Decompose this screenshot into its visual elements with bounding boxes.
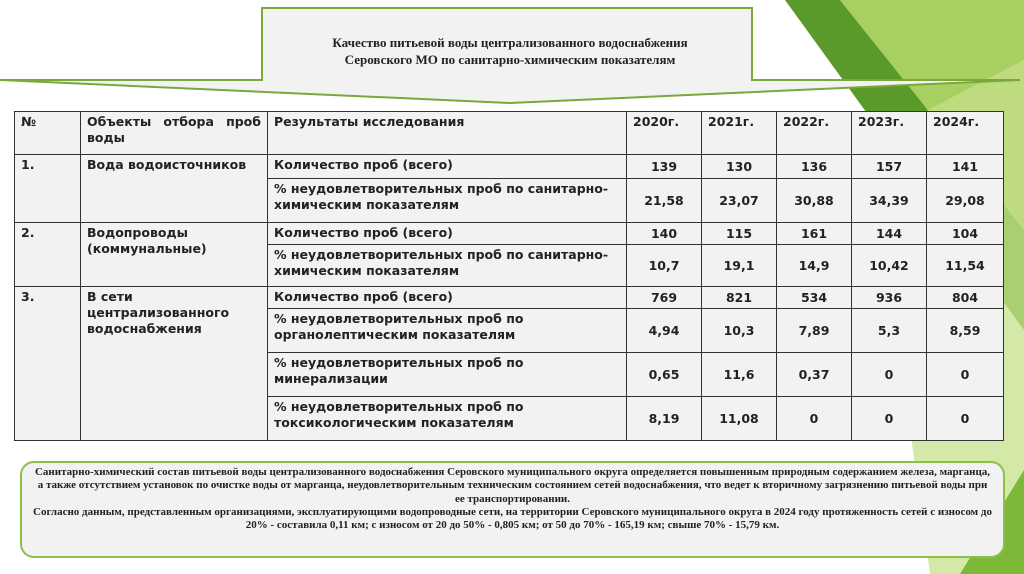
cell-value: 29,08 [927,179,1004,223]
cell-value: 11,54 [927,245,1004,287]
cell-value: 23,07 [702,179,777,223]
page-title-line-2: Серовского МО по санитарно-химическим показателям [344,52,676,67]
cell-value: 4,94 [627,309,702,353]
group-number: 3. [15,287,81,441]
table-row [15,155,1004,179]
cell-value: 0 [777,397,852,441]
cell-value: 19,1 [702,245,777,287]
cell-value: 140 [627,223,702,245]
cell-value: 136 [777,155,852,179]
cell-value: 144 [852,223,927,245]
cell-value: 139 [627,155,702,179]
table-row [15,287,1004,309]
row-label: Количество проб (всего) [268,155,627,179]
table-header-row [15,112,1004,155]
cell-value: 161 [777,223,852,245]
cell-value: 936 [852,287,927,309]
water-quality-table [14,111,1004,441]
cell-value: 821 [702,287,777,309]
cell-value: 104 [927,223,1004,245]
page-title-line-1: Качество питьевой воды централизованного водоснабжения [332,35,688,50]
cell-value: 130 [702,155,777,179]
cell-value: 10,3 [702,309,777,353]
cell-value: 7,89 [777,309,852,353]
group-number: 1. [15,155,81,223]
header-year: 2023г. [852,112,927,155]
cell-value: 14,9 [777,245,852,287]
page-title [260,34,760,68]
cell-value: 30,88 [777,179,852,223]
summary-text-box [20,461,1005,558]
cell-value: 534 [777,287,852,309]
header-year: 2022г. [777,112,852,155]
cell-value: 11,08 [702,397,777,441]
cell-value: 0 [852,397,927,441]
row-label: % неудовлетворительных проб по санитарно-химическим показателям [268,179,627,223]
header-year: 2024г. [927,112,1004,155]
group-object: В сети централизованного водоснабжения [81,287,268,441]
row-label: Количество проб (всего) [268,223,627,245]
cell-value: 10,7 [627,245,702,287]
row-label: % неудовлетворительных проб по санитарно-химическим показателям [268,245,627,287]
cell-value: 769 [627,287,702,309]
summary-paragraph-1: Санитарно-химический состав питьевой воды централизованного водоснабжения Серовского муниципального округа определяется повышенным природным содержанием железа, марганца, а также отсутствием установок по очистке воды от марганца, неудовлетворительным техническим состоянием сетей водоснабжения, что ведет к вторичному загрязнению питьевой воды при ее транспортировании. [34,466,991,505]
cell-value: 0 [852,353,927,397]
cell-value: 0 [927,397,1004,441]
group-object: Водопроводы (коммунальные) [81,223,268,287]
cell-value: 34,39 [852,179,927,223]
cell-value: 21,58 [627,179,702,223]
header-year: 2020г. [627,112,702,155]
cell-value: 0 [927,353,1004,397]
cell-value: 141 [927,155,1004,179]
cell-value: 157 [852,155,927,179]
cell-value: 0,37 [777,353,852,397]
row-label: % неудовлетворительных проб по органолептическим показателям [268,309,627,353]
table-row [15,223,1004,245]
row-label: % неудовлетворительных проб по токсикологическим показателям [268,397,627,441]
cell-value: 0,65 [627,353,702,397]
cell-value: 11,6 [702,353,777,397]
summary-paragraph-2: Согласно данным, представленным организациями, эксплуатирующими водопроводные сети, на территории Серовского муниципального округа в 2024 году протяженность сетей с износом до 20% - составила 0,11 км; с износом от 20 до 50% - 0,805 км; от 50 до 70% - 165,19 км; свыше 70% - 15,79 км. [33,505,992,532]
cell-value: 8,59 [927,309,1004,353]
header-number: № [15,112,81,155]
cell-value: 115 [702,223,777,245]
header-object: Объекты отбора проб воды [81,112,268,155]
header-year: 2021г. [702,112,777,155]
cell-value: 804 [927,287,1004,309]
header-result: Результаты исследования [268,112,627,155]
cell-value: 5,3 [852,309,927,353]
group-number: 2. [15,223,81,287]
cell-value: 8,19 [627,397,702,441]
cell-value: 10,42 [852,245,927,287]
group-object: Вода водоисточников [81,155,268,223]
row-label: % неудовлетворительных проб по минерализации [268,353,627,397]
row-label: Количество проб (всего) [268,287,627,309]
